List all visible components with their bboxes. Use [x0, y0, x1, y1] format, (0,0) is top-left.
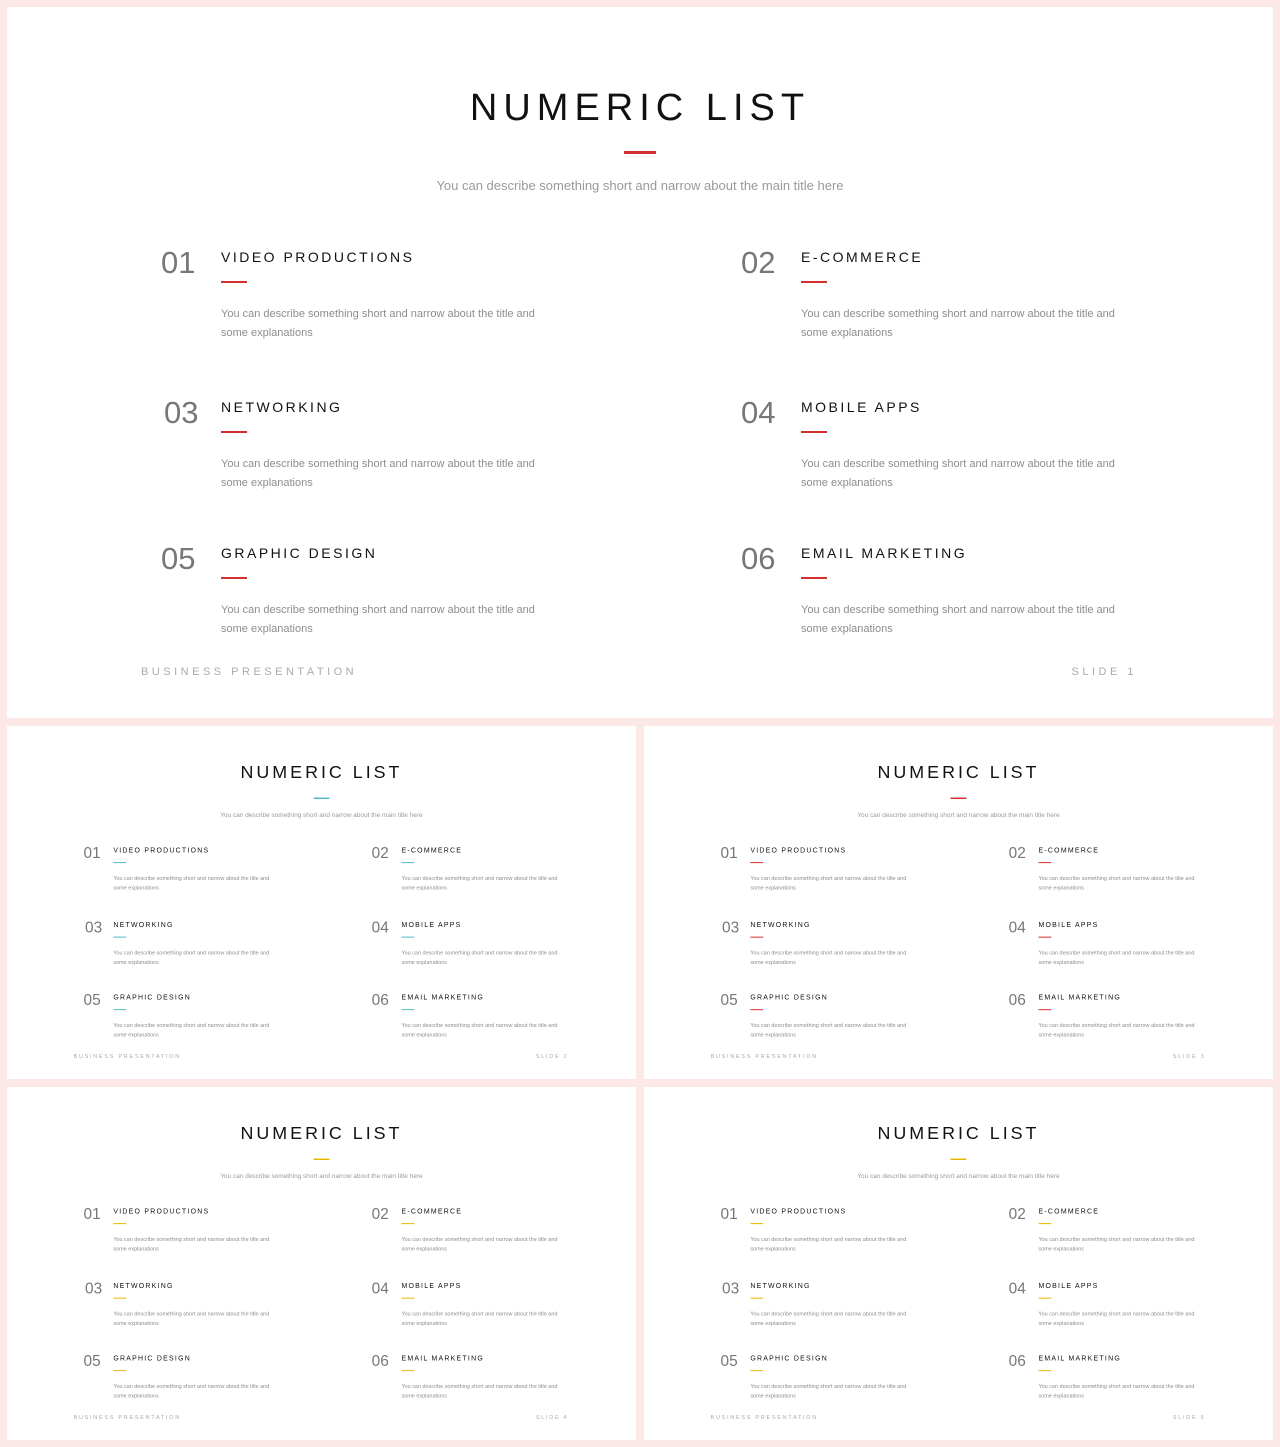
- footer-brand: BUSINESS PRESENTATION: [710, 1414, 818, 1421]
- item-description: You can describe something short and narrow about the title and some explanations: [113, 1022, 270, 1038]
- list-item: [1009, 1350, 1228, 1405]
- slide-canvas: [644, 1087, 1273, 1440]
- item-accent-bar: [801, 281, 827, 283]
- slide-number: SLIDE 4: [535, 1414, 569, 1421]
- item-accent-bar: [401, 862, 414, 863]
- item-accent-bar: [1038, 1298, 1051, 1299]
- item-title: EMAIL MARKETING: [401, 1354, 484, 1363]
- list-item: [1009, 1203, 1228, 1258]
- slide-title: NUMERIC LIST: [469, 87, 811, 129]
- item-title: EMAIL MARKETING: [401, 993, 484, 1002]
- item-title: EMAIL MARKETING: [1038, 993, 1121, 1002]
- list-item: [84, 1350, 303, 1405]
- item-accent-bar: [1038, 862, 1051, 863]
- item-title: E-COMMERCE: [401, 1207, 463, 1216]
- item-title: E-COMMERCE: [1038, 846, 1100, 855]
- item-accent-bar: [221, 577, 247, 579]
- item-accent-bar: [401, 1223, 414, 1224]
- footer-brand: BUSINESS PRESENTATION: [710, 1053, 818, 1060]
- slide-title: NUMERIC LIST: [877, 761, 1040, 783]
- item-title: NETWORKING: [750, 1281, 811, 1290]
- slide-subtitle: You can describe something short and narrow about the main title here: [220, 1171, 423, 1180]
- item-title: GRAPHIC DESIGN: [113, 1354, 191, 1363]
- item-description: You can describe something short and narrow about the title and some explanations: [1038, 875, 1195, 891]
- item-description: You can describe something short and narrow about the title and some explanations: [750, 1022, 907, 1038]
- item-description: You can describe something short and narrow about the title and some explanations: [1038, 1311, 1195, 1327]
- list-item: [741, 537, 1181, 647]
- item-description: You can describe something short and narrow about the title and some explanations: [221, 308, 535, 339]
- slide-thumbnail[interactable]: [7, 726, 636, 1079]
- item-description: You can describe something short and narrow about the title and some explanations: [401, 1311, 558, 1327]
- slide-title: NUMERIC LIST: [240, 1122, 403, 1144]
- list-item: [372, 1278, 591, 1333]
- item-title: MOBILE APPS: [1038, 1281, 1099, 1290]
- item-description: You can describe something short and narrow about the title and some explanations: [401, 1236, 558, 1252]
- item-accent-bar: [801, 431, 827, 433]
- slide-thumbnail[interactable]: [644, 726, 1273, 1079]
- list-item: [84, 1203, 303, 1258]
- item-description: You can describe something short and narrow about the title and some explanations: [801, 308, 1115, 339]
- item-title: MOBILE APPS: [401, 1281, 462, 1290]
- item-accent-bar: [113, 1298, 126, 1299]
- item-title: VIDEO PRODUCTIONS: [750, 1207, 847, 1216]
- item-number: 05: [161, 541, 196, 576]
- item-number: 02: [371, 1205, 389, 1223]
- item-number: 06: [741, 541, 776, 576]
- item-number: 02: [741, 245, 776, 280]
- item-title: NETWORKING: [221, 399, 343, 415]
- item-accent-bar: [401, 1298, 414, 1299]
- item-number: 03: [84, 1279, 103, 1298]
- item-number: 01: [83, 844, 101, 862]
- item-accent-bar: [750, 1370, 763, 1371]
- list-item: [372, 1350, 591, 1405]
- slide-canvas: [7, 1087, 636, 1440]
- item-description: You can describe something short and narrow about the title and some explanations: [750, 1311, 907, 1327]
- title-accent-bar: [951, 1159, 967, 1160]
- item-description: You can describe something short and narrow about the title and some explanations: [801, 458, 1115, 489]
- item-title: VIDEO PRODUCTIONS: [113, 1207, 210, 1216]
- item-description: You can describe something short and narrow about the title and some explanations: [401, 950, 558, 966]
- item-accent-bar: [401, 937, 414, 938]
- item-accent-bar: [750, 1298, 763, 1299]
- item-number: 01: [161, 245, 196, 280]
- item-description: You can describe something short and narrow about the title and some explanations: [1038, 1236, 1195, 1252]
- footer-brand: BUSINESS PRESENTATION: [141, 666, 358, 678]
- item-accent-bar: [1038, 1370, 1051, 1371]
- item-number: 04: [371, 918, 389, 937]
- list-item: [372, 989, 591, 1044]
- list-item: [84, 1278, 303, 1333]
- slide-number: SLIDE 2: [535, 1053, 569, 1060]
- slide-canvas: [7, 7, 1273, 718]
- item-accent-bar: [750, 1223, 763, 1224]
- title-accent-bar: [314, 1159, 330, 1160]
- item-accent-bar: [1038, 1009, 1051, 1010]
- item-accent-bar: [113, 1370, 126, 1371]
- slide-thumbnail[interactable]: [7, 7, 1273, 718]
- list-item: [161, 391, 601, 501]
- item-number: 01: [720, 844, 738, 862]
- list-item: [1009, 917, 1228, 972]
- title-accent-bar: [314, 798, 330, 799]
- item-number: 04: [371, 1279, 389, 1298]
- item-description: You can describe something short and narrow about the title and some explanations: [113, 1311, 270, 1327]
- item-title: MOBILE APPS: [401, 920, 462, 929]
- item-title: VIDEO PRODUCTIONS: [750, 846, 847, 855]
- item-accent-bar: [750, 862, 763, 863]
- item-number: 06: [1008, 1352, 1026, 1370]
- list-item: [1009, 989, 1228, 1044]
- item-description: You can describe something short and narrow about the title and some explanations: [401, 875, 558, 891]
- item-accent-bar: [221, 431, 247, 433]
- item-accent-bar: [113, 937, 126, 938]
- item-description: You can describe something short and narrow about the title and some explanations: [221, 604, 535, 635]
- item-description: You can describe something short and narrow about the title and some explanations: [750, 950, 907, 966]
- item-title: GRAPHIC DESIGN: [750, 993, 828, 1002]
- list-item: [372, 917, 591, 972]
- item-title: EMAIL MARKETING: [1038, 1354, 1121, 1363]
- item-description: You can describe something short and narrow about the title and some explanations: [750, 875, 907, 891]
- item-accent-bar: [113, 1009, 126, 1010]
- item-title: MOBILE APPS: [801, 399, 922, 415]
- item-number: 01: [83, 1205, 101, 1223]
- list-item: [721, 989, 940, 1044]
- item-number: 06: [1008, 991, 1026, 1009]
- list-item: [721, 842, 940, 897]
- item-title: MOBILE APPS: [1038, 920, 1099, 929]
- item-number: 06: [371, 991, 389, 1009]
- title-accent-bar: [951, 798, 967, 799]
- list-item: [84, 917, 303, 972]
- item-title: E-COMMERCE: [801, 249, 924, 265]
- item-accent-bar: [401, 1370, 414, 1371]
- slide-subtitle: You can describe something short and narrow about the main title here: [436, 178, 844, 193]
- slide-canvas: [7, 726, 636, 1079]
- slide-title: NUMERIC LIST: [877, 1122, 1040, 1144]
- item-number: 04: [1008, 918, 1026, 937]
- list-item: [721, 917, 940, 972]
- slide-title: NUMERIC LIST: [240, 761, 403, 783]
- list-item: [741, 241, 1181, 351]
- item-title: E-COMMERCE: [401, 846, 463, 855]
- list-item: [1009, 1278, 1228, 1333]
- footer-brand: BUSINESS PRESENTATION: [73, 1414, 181, 1421]
- item-number: 02: [1008, 844, 1026, 862]
- list-item: [372, 842, 591, 897]
- item-number: 04: [1008, 1279, 1026, 1298]
- item-number: 05: [83, 991, 101, 1009]
- footer-brand: BUSINESS PRESENTATION: [73, 1053, 181, 1060]
- item-number: 05: [720, 1352, 738, 1370]
- item-accent-bar: [113, 862, 126, 863]
- list-item: [372, 1203, 591, 1258]
- title-accent-bar: [624, 151, 656, 154]
- item-number: 06: [371, 1352, 389, 1370]
- item-accent-bar: [750, 1009, 763, 1010]
- slide-subtitle: You can describe something short and narrow about the main title here: [220, 810, 423, 819]
- item-accent-bar: [750, 937, 763, 938]
- slide-subtitle: You can describe something short and narrow about the main title here: [857, 810, 1060, 819]
- item-accent-bar: [801, 577, 827, 579]
- item-title: GRAPHIC DESIGN: [113, 993, 191, 1002]
- item-description: You can describe something short and narrow about the title and some explanations: [801, 604, 1115, 635]
- item-description: You can describe something short and narrow about the title and some explanations: [401, 1383, 558, 1399]
- item-title: NETWORKING: [750, 920, 811, 929]
- item-description: You can describe something short and narrow about the title and some explanations: [1038, 1383, 1195, 1399]
- list-item: [721, 1278, 940, 1333]
- item-title: VIDEO PRODUCTIONS: [221, 249, 415, 265]
- item-accent-bar: [1038, 937, 1051, 938]
- list-item: [84, 842, 303, 897]
- item-number: 03: [164, 395, 199, 430]
- list-item: [161, 241, 601, 351]
- list-item: [721, 1203, 940, 1258]
- item-title: NETWORKING: [113, 920, 174, 929]
- slide-subtitle: You can describe something short and narrow about the main title here: [857, 1171, 1060, 1180]
- item-number: 02: [371, 844, 389, 862]
- item-description: You can describe something short and narrow about the title and some explanations: [113, 1236, 270, 1252]
- item-title: EMAIL MARKETING: [801, 545, 968, 561]
- item-accent-bar: [1038, 1223, 1051, 1224]
- item-description: You can describe something short and narrow about the title and some explanations: [1038, 1022, 1195, 1038]
- item-description: You can describe something short and narrow about the title and some explanations: [221, 458, 535, 489]
- item-description: You can describe something short and narrow about the title and some explanations: [113, 950, 270, 966]
- item-title: VIDEO PRODUCTIONS: [113, 846, 210, 855]
- item-number: 05: [83, 1352, 101, 1370]
- item-title: E-COMMERCE: [1038, 1207, 1100, 1216]
- item-description: You can describe something short and narrow about the title and some explanations: [1038, 950, 1195, 966]
- slide-canvas: [644, 726, 1273, 1079]
- slide-thumbnail[interactable]: [7, 1087, 636, 1440]
- item-number: 02: [1008, 1205, 1026, 1223]
- item-number: 03: [721, 918, 740, 937]
- slide-thumbnail[interactable]: [644, 1087, 1273, 1440]
- item-title: GRAPHIC DESIGN: [221, 545, 378, 561]
- item-description: You can describe something short and narrow about the title and some explanations: [113, 875, 270, 891]
- item-number: 04: [741, 395, 776, 430]
- list-item: [721, 1350, 940, 1405]
- item-accent-bar: [401, 1009, 414, 1010]
- item-description: You can describe something short and narrow about the title and some explanations: [113, 1383, 270, 1399]
- list-item: [84, 989, 303, 1044]
- list-item: [741, 391, 1181, 501]
- item-description: You can describe something short and narrow about the title and some explanations: [750, 1383, 907, 1399]
- item-title: GRAPHIC DESIGN: [750, 1354, 828, 1363]
- item-description: You can describe something short and narrow about the title and some explanations: [401, 1022, 558, 1038]
- list-item: [161, 537, 601, 647]
- item-description: You can describe something short and narrow about the title and some explanations: [750, 1236, 907, 1252]
- item-accent-bar: [221, 281, 247, 283]
- item-number: 05: [720, 991, 738, 1009]
- item-number: 03: [84, 918, 103, 937]
- item-number: 03: [721, 1279, 740, 1298]
- item-accent-bar: [113, 1223, 126, 1224]
- slide-number: SLIDE 5: [1172, 1414, 1206, 1421]
- item-title: NETWORKING: [113, 1281, 174, 1290]
- list-item: [1009, 842, 1228, 897]
- slide-number: SLIDE 1: [1071, 666, 1137, 678]
- item-number: 01: [720, 1205, 738, 1223]
- slide-number: SLIDE 3: [1172, 1053, 1206, 1060]
